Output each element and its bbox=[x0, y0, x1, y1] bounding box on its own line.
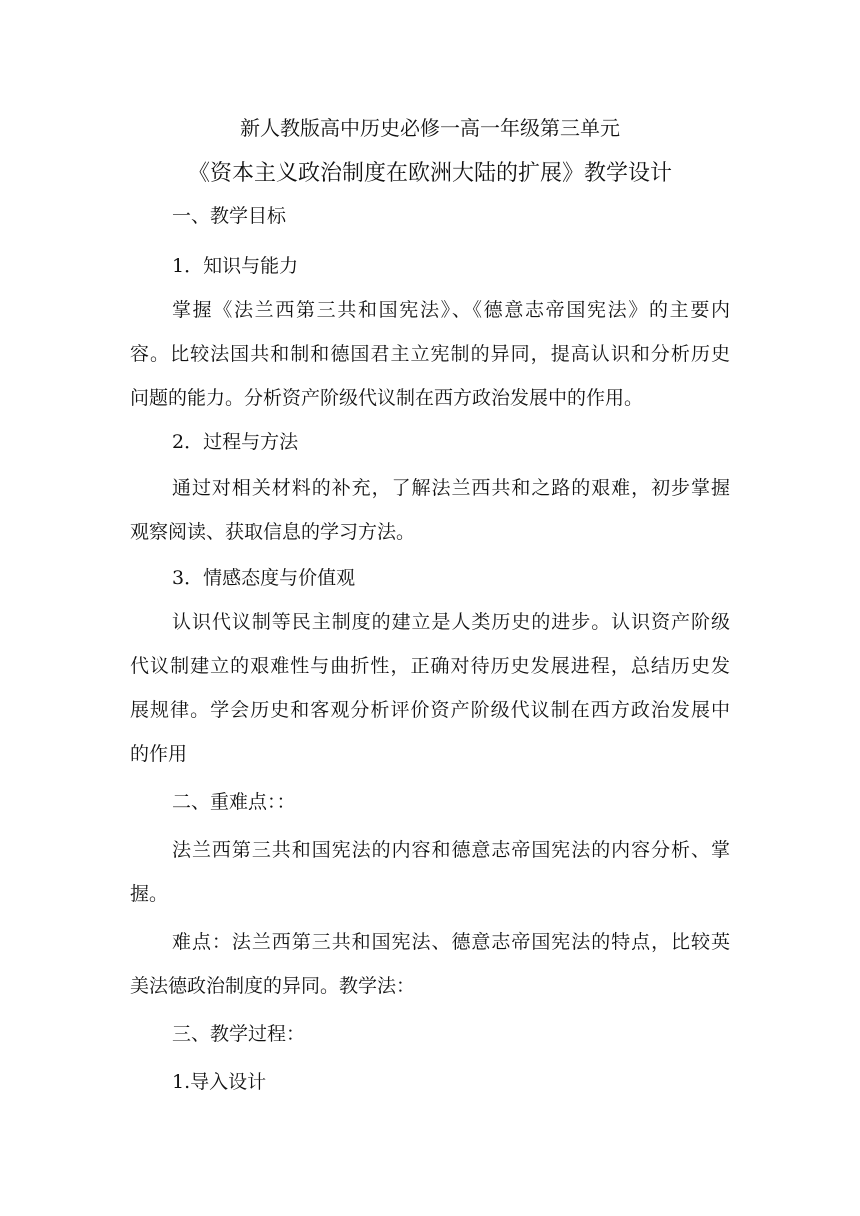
paragraph-line: 的作用 bbox=[130, 743, 188, 765]
paragraph-line: 美法德政治制度的异同。教学法： bbox=[130, 975, 416, 997]
paragraph-line: 法兰西第三共和国宪法的内容和德意志帝国宪法的内容分析、掌 bbox=[172, 839, 730, 861]
paragraph-line: 握。 bbox=[130, 883, 169, 905]
paragraph-line: 展规律。学会历史和客观分析评价资产阶级代议制在西方政治发展中 bbox=[130, 699, 730, 721]
subheading-knowledge-ability: 1．知识与能力 bbox=[172, 255, 299, 277]
document-title-line1: 新人教版高中历史必修一高一年级第三单元 bbox=[240, 116, 620, 140]
paragraph-line: 容。比较法国共和制和德国君主立宪制的异同，提高认识和分析历史 bbox=[130, 343, 730, 365]
section-heading-teaching-process: 三、教学过程： bbox=[172, 1023, 306, 1045]
subheading-process-method: 2．过程与方法 bbox=[172, 431, 299, 453]
section-heading-teaching-goals: 一、教学目标 bbox=[172, 205, 287, 227]
paragraph-line: 难点：法兰西第三共和国宪法、德意志帝国宪法的特点，比较英 bbox=[172, 931, 730, 953]
paragraph-line: 观察阅读、获取信息的学习方法。 bbox=[130, 521, 416, 543]
subheading-emotion-values: 3．情感态度与价值观 bbox=[172, 567, 356, 589]
document-title-line2: 《资本主义政治制度在欧洲大陆的扩展》教学设计 bbox=[187, 161, 672, 186]
paragraph-line: 掌握《法兰西第三共和国宪法》、《德意志帝国宪法》的主要内 bbox=[172, 299, 730, 321]
subheading-introduction-design: 1.导入设计 bbox=[172, 1071, 267, 1093]
paragraph-line: 通过对相关材料的补充，了解法兰西共和之路的艰难，初步掌握 bbox=[172, 477, 730, 499]
section-heading-key-points: 二、重难点：： bbox=[172, 791, 296, 813]
paragraph-line: 代议制建立的艰难性与曲折性，正确对待历史发展进程，总结历史发 bbox=[130, 655, 730, 677]
paragraph-line: 问题的能力。分析资产阶级代议制在西方政治发展中的作用。 bbox=[130, 387, 644, 409]
paragraph-line: 认识代议制等民主制度的建立是人类历史的进步。认识资产阶级 bbox=[172, 611, 730, 633]
